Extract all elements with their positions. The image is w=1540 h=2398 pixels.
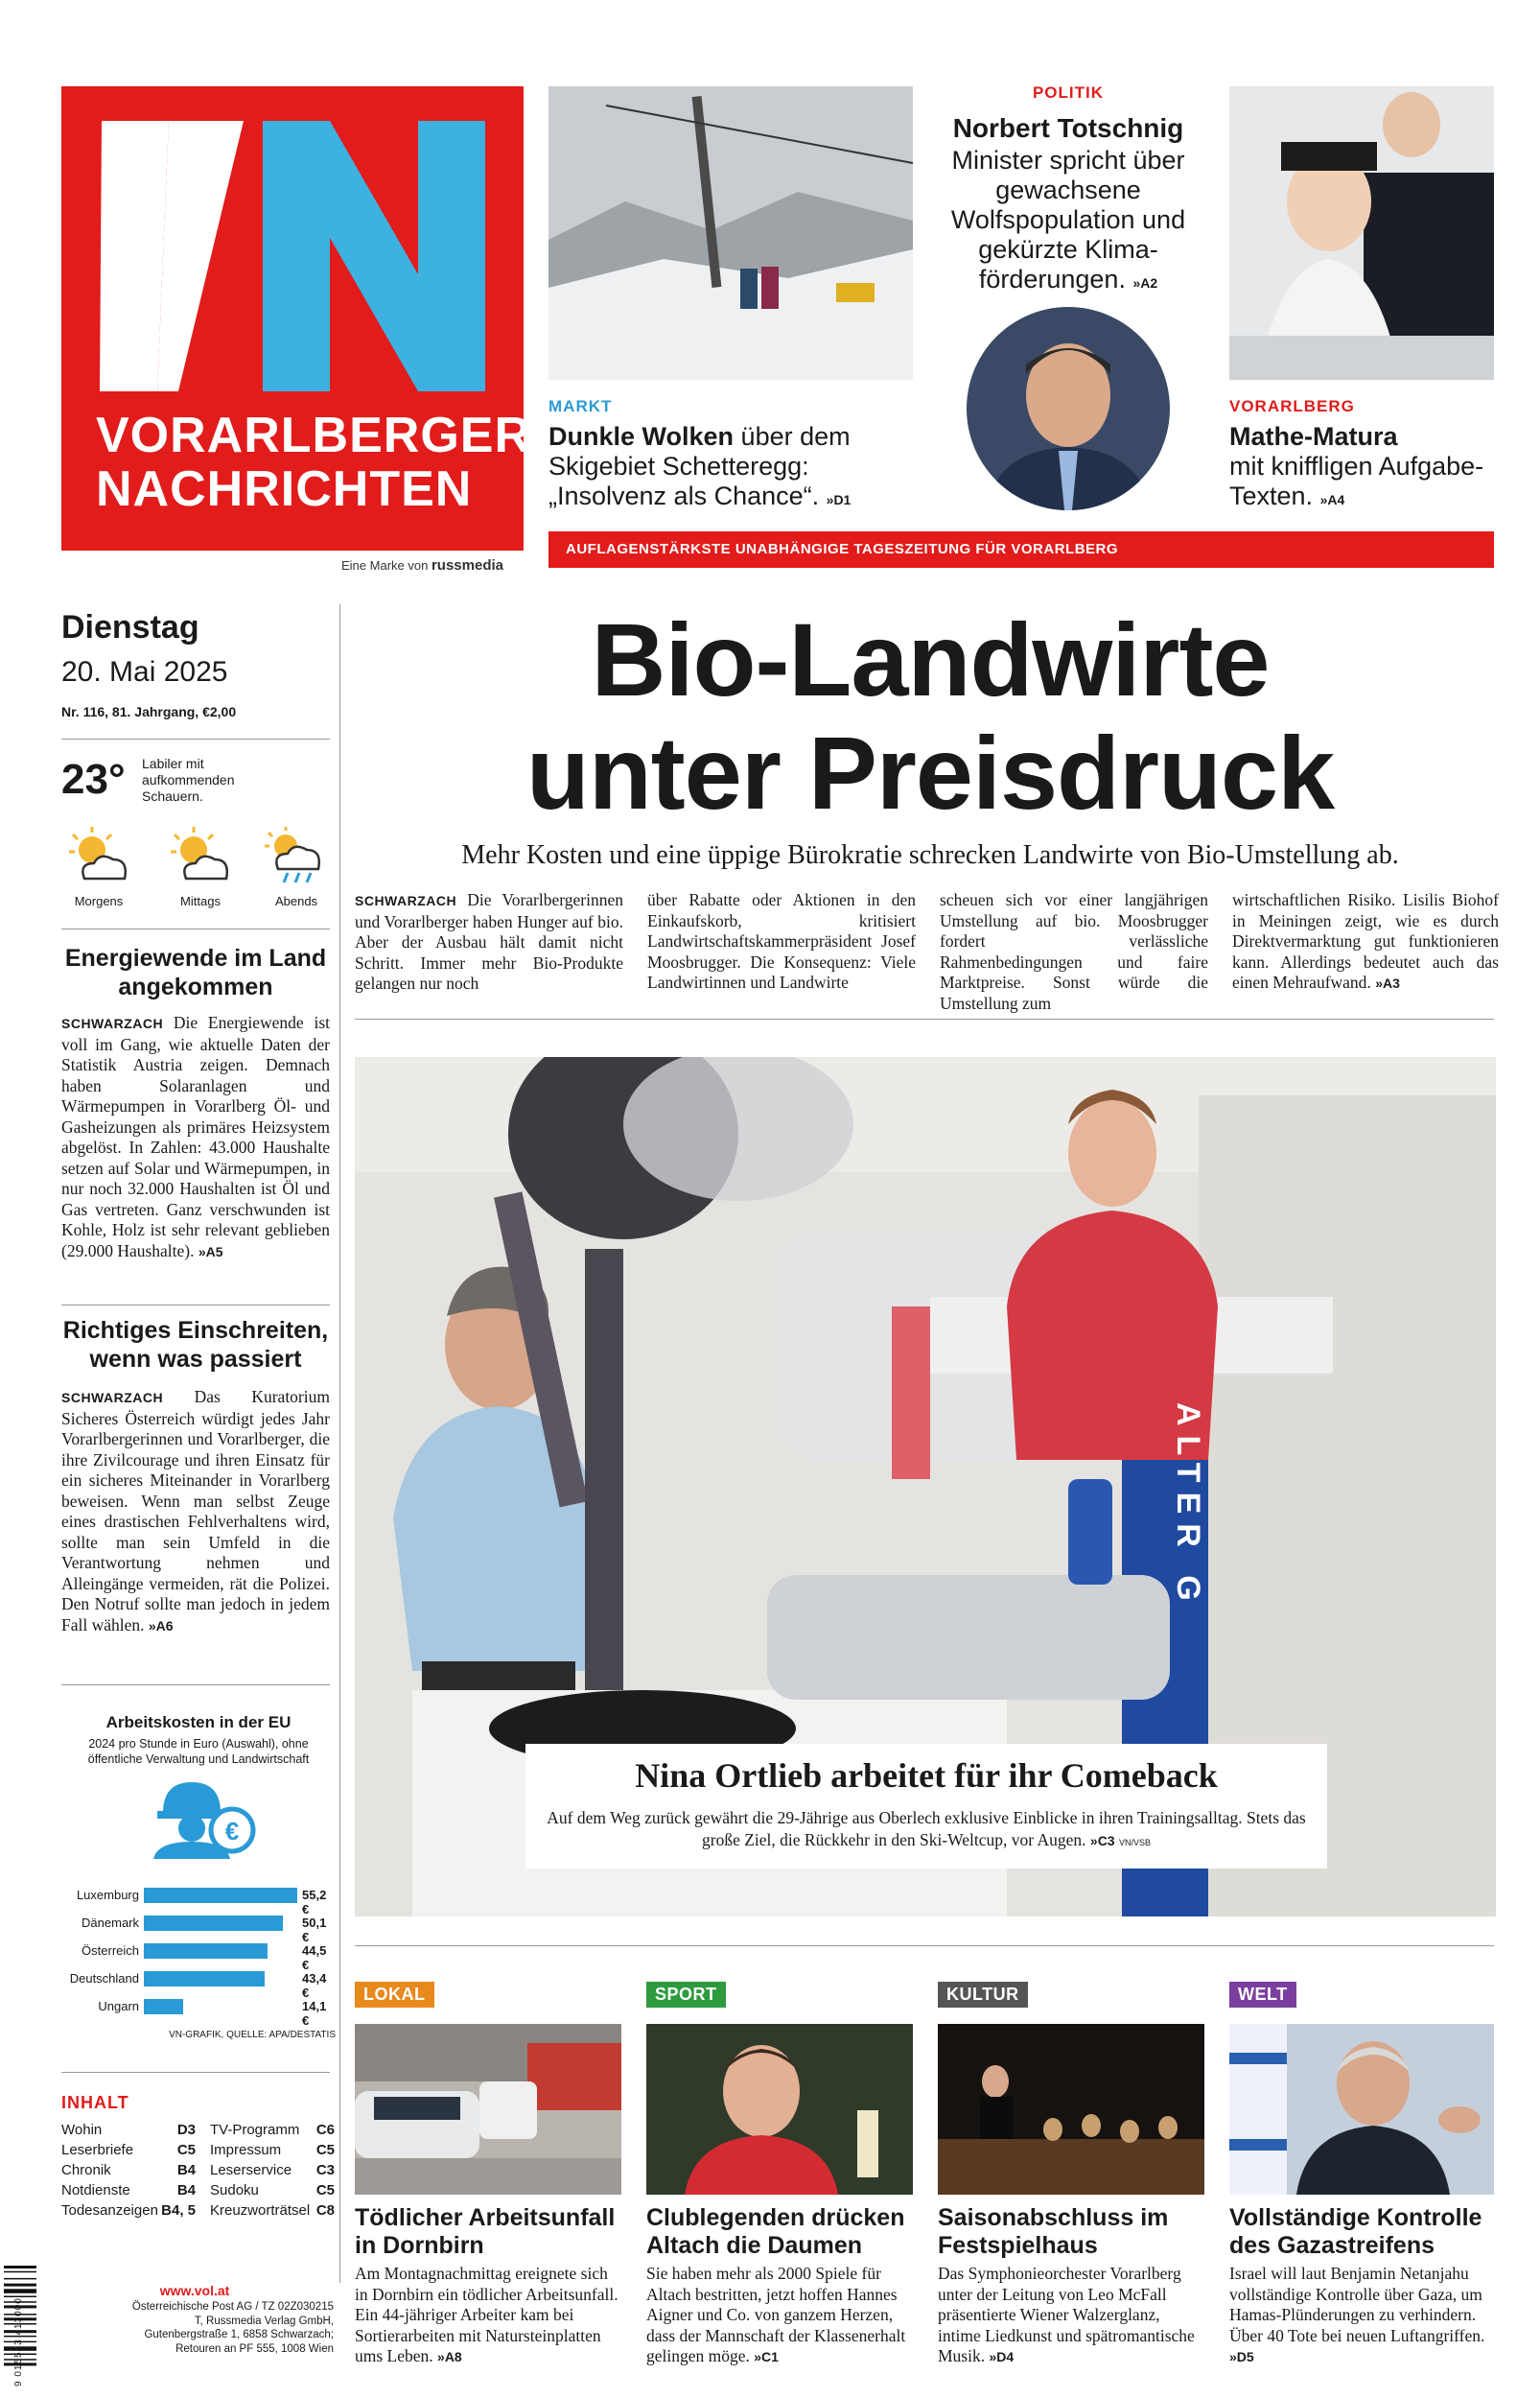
chart-bar-row	[58, 1967, 336, 2000]
chart-value-label: 55,2 €	[302, 1888, 327, 1916]
chart-category-label: Deutschland	[69, 1971, 139, 1986]
chart-bars	[58, 1884, 339, 2028]
sun-cloud-icon	[65, 825, 132, 886]
story1-ref[interactable]: »A5	[198, 1243, 223, 1259]
sport-tag[interactable]: SPORT	[646, 1982, 726, 2008]
vorarlberg-teaser[interactable]	[1229, 422, 1494, 515]
index-entry-page: C8	[315, 2202, 335, 2219]
brand-name: russmedia	[431, 557, 503, 574]
divider	[355, 1019, 1494, 1020]
index-entry-name: TV-Programm	[210, 2122, 300, 2138]
masthead-name-line2: NACHRICHTEN	[96, 461, 473, 517]
story2-text: Das Kuratorium Sicheres Österreich würdigt jedes Jahr Vorarlbergerinnen und Vorarlberger, die ihre Zivilcourage und ihren Einsatz für ein sicheres Miteinander in Vorarlberg beweisen. Wenn man selbst Zeuge eines drastischen Fehlverhaltens wird, sollte man sein Umfeld in die Verantwortung nehmen und Alleingänge vermeiden, rät die Polizei. Den Notruf sollte man jedoch in jedem Fall wählen.	[61, 1387, 330, 1634]
story2-title[interactable]: Richtiges Einschreiten, wenn was passiert	[62, 1317, 329, 1373]
chart-value-label: 50,1 €	[302, 1916, 327, 1944]
imprint-text: Österreichische Post AG / TZ 02Z030215 T, Russmedia Verlag GmbH, Gutenbergstraße 1, 6858 Schwarzach; Retouren an PF 555, 1008 Wien	[131, 2301, 334, 2355]
index-list	[61, 2122, 339, 2237]
chart-category-label: Dänemark	[82, 1916, 139, 1930]
vorarlberg-title-bold: Mathe-Matura	[1229, 422, 1398, 451]
vorarlberg-ref[interactable]: »A4	[1319, 492, 1345, 507]
sun-cloud-rain-icon	[263, 825, 330, 886]
markt-kicker: MARKT	[548, 397, 613, 415]
photo-caption-ref[interactable]: »C3	[1089, 1833, 1115, 1848]
chart-bar	[144, 1999, 183, 2014]
politik-title-bold: Norbert Totschnig	[952, 113, 1184, 143]
index-entry[interactable]	[61, 2122, 196, 2141]
index-entry-name: Kreuzworträtsel	[210, 2202, 311, 2219]
club-legend-photo	[646, 2024, 913, 2195]
lead-col-3: scheuen sich vor einer langjährigen Umstellung auf bio. Moosbrugger fordert verlässliche Rahmenbedingungen und faire Marktpreise. Sonst würde die Umstellung zum	[940, 890, 1208, 1013]
story2-loc: SCHWARZACH	[61, 1390, 164, 1405]
lead-col-1	[355, 890, 623, 995]
lokal-ref[interactable]: »A8	[437, 2349, 462, 2364]
chart-bar	[144, 1971, 265, 1987]
markt-title-rest: über dem Skigebiet Schetteregg: „Insolvenz als Chance“.	[548, 422, 851, 510]
story1-body	[61, 1013, 330, 1262]
chart-value-label: 44,5 €	[302, 1943, 327, 1972]
markt-teaser[interactable]	[548, 422, 913, 515]
index-entry[interactable]	[61, 2202, 196, 2222]
minister-portrait	[967, 307, 1170, 510]
politik-ref[interactable]: »A2	[1132, 275, 1158, 291]
lead-col-4	[1232, 890, 1499, 995]
chart-bar-row	[58, 1940, 336, 1972]
dateline-weekday: Dienstag	[61, 609, 199, 646]
chart-value-label: 43,4 €	[302, 1971, 327, 2000]
politik-title-rest: Minister spricht über gewachsene Wolfspopulation und gekürzte Klima-förderungen.	[950, 146, 1186, 294]
weather-icons	[61, 825, 339, 921]
kultur-text: Das Symphonieorchester Vorarlberg unter der Leitung von Leo McFall präsentierte Wiener Walzerglanz, intime Liedkunst und spätromantische Musik.	[938, 2264, 1195, 2365]
index-entry[interactable]	[210, 2202, 335, 2222]
chart-bar-row	[58, 1884, 336, 1916]
welt-body	[1229, 2264, 1494, 2368]
dateline-issue: Nr. 116, 81. Jahrgang, €2,00	[61, 704, 237, 719]
svg-text:€: €	[224, 1817, 240, 1846]
matura-classroom-photo	[1229, 86, 1494, 380]
dateline-date: 20. Mai 2025	[61, 656, 228, 688]
index-entry-page: B4, 5	[161, 2202, 196, 2219]
chart-bar-row	[58, 1912, 336, 1944]
vorarlberg-kicker: VORARLBERG	[1229, 397, 1355, 415]
chart-bar	[144, 1888, 297, 1903]
index-entry-page: D3	[176, 2122, 196, 2138]
photo-caption-text	[545, 1807, 1308, 1854]
story1-title[interactable]: Energiewende im Land angekommen	[64, 945, 327, 1000]
divider	[61, 739, 330, 740]
index-entry[interactable]	[210, 2122, 335, 2141]
chart-title: Arbeitskosten in der EU	[105, 1713, 292, 1731]
weather-slot-label: Mittags	[180, 894, 221, 908]
kultur-body	[938, 2264, 1204, 2368]
masthead-name-line1: VORARLBERGER	[96, 408, 532, 463]
netanyahu-photo	[1229, 2024, 1494, 2195]
lokal-text: Am Montagnachmittag ereignete sich in Dornbirn ein tödlicher Arbeitsunfall. Ein 44-jähriger Arbeiter kam bei Sortierarbeiten mit Natursteinplatten ums Leben.	[355, 2264, 618, 2365]
chart-category-label: Luxemburg	[76, 1888, 139, 1902]
chart-bar	[144, 1943, 268, 1959]
index-entry-page: C5	[176, 2142, 196, 2158]
index-entry-page: B4	[176, 2162, 196, 2178]
divider	[61, 2072, 330, 2073]
sport-title[interactable]: Clublegenden drücken Altach die Daumen	[646, 2204, 905, 2259]
index-entry[interactable]	[61, 2162, 196, 2181]
machine-brand: ALTER G	[1170, 1402, 1206, 1610]
chart-category-label: Ungarn	[98, 1999, 139, 2013]
index-entry-page: C3	[315, 2162, 335, 2178]
index-entry[interactable]	[210, 2182, 335, 2201]
lead-headline-1[interactable]: Bio-Landwirte	[591, 601, 1270, 717]
lead-ref[interactable]: »A3	[1375, 976, 1400, 991]
index-entry[interactable]	[61, 2182, 196, 2201]
story2-ref[interactable]: »A6	[148, 1617, 174, 1634]
sport-body	[646, 2264, 913, 2368]
chart-source: VN-GRAFIK, QUELLE: APA/DESTATIS	[169, 2030, 336, 2040]
politik-kicker: POLITIK	[1032, 83, 1105, 102]
lokal-body	[355, 2264, 621, 2368]
labor-cost-chart	[58, 1713, 339, 2049]
chart-category-label: Österreich	[82, 1943, 139, 1958]
index-entry-page: B4	[176, 2182, 196, 2198]
sun-cloud-icon	[167, 825, 234, 886]
welt-title[interactable]: Vollständige Kontrolle des Gazastreifens	[1229, 2204, 1482, 2259]
index-entry-name: Wohin	[61, 2122, 103, 2138]
lead-col-1-text: Die Vorarlbergerinnen und Vorarlberger haben Hunger auf bio. Aber der Ausbau hält damit nicht Schritt. Immer mehr Bio-Produkte gelangen nur noch	[355, 890, 623, 993]
vorarlberg-title-rest: mit kniffligen Aufgabe-Texten.	[1229, 452, 1484, 510]
sport-ref[interactable]: »C1	[754, 2349, 779, 2364]
markt-ref[interactable]: »D1	[826, 492, 852, 507]
welt-ref[interactable]: »D5	[1229, 2349, 1254, 2364]
index-entry-name: Leserbriefe	[61, 2142, 134, 2158]
index-entry-name: Notdienste	[61, 2182, 130, 2198]
story2-body	[61, 1387, 330, 1636]
index-entry-page: C6	[315, 2122, 335, 2138]
barcode	[4, 2266, 46, 2386]
chart-subtitle: 2024 pro Stunde in Euro (Auswahl), ohne öffentliche Verwaltung und Landwirtschaft	[87, 1737, 310, 1766]
chart-bar-row	[58, 1995, 336, 2028]
kultur-title[interactable]: Saisonabschluss im Festspielhaus	[938, 2204, 1169, 2259]
lead-subhead: Mehr Kosten und eine üppige Bürokratie schrecken Landwirte von Bio-Umstellung ab.	[461, 840, 1399, 870]
imprint-url[interactable]: www.vol.at	[159, 2283, 230, 2298]
index-entry-name: Chronik	[61, 2162, 111, 2178]
divider	[61, 1684, 330, 1685]
chart-value-label: 14,1 €	[302, 1999, 327, 2028]
index-title: INHALT	[61, 2093, 129, 2112]
photo-caption-body: Auf dem Weg zurück gewährt die 29-Jährige aus Oberlech exklusive Einblicke in ihren Trainingsalltag. Stets das große Ziel, die Rückkehr in den Ski-Weltcup, vor Augen.	[547, 1808, 1306, 1849]
orchestra-photo	[938, 2024, 1204, 2195]
weather-desc: Labiler mit aufkommenden Schauern.	[142, 756, 235, 804]
police-scene-photo	[355, 2024, 621, 2195]
lokal-title[interactable]: Tödlicher Arbeitsunfall in Dornbirn	[355, 2204, 616, 2259]
lead-col-4-text: wirtschaftlichen Risiko. Lisilis Biohof in Meiningen zeigt, wie es durch Direktvermarktung gut funktionieren kann. Allerdings bedeutet auch das einen Mehraufwand.	[1232, 890, 1499, 992]
lokal-tag[interactable]: LOKAL	[355, 1982, 434, 2008]
sidebar-divider	[339, 604, 340, 2283]
kultur-tag[interactable]: KULTUR	[938, 1982, 1028, 2008]
welt-text: Israel will laut Benjamin Netanjahu vollständige Kontrolle über Gaza, um Hamas-Plünderungen zu verhindern. Über 40 Tote bei neuen Luftangriffen.	[1229, 2264, 1485, 2345]
weather-slot-label: Abends	[274, 894, 318, 908]
index-entry-name: Sudoku	[210, 2182, 259, 2198]
kultur-ref[interactable]: »D4	[989, 2349, 1015, 2364]
index-entry[interactable]	[210, 2162, 335, 2181]
index-entry-name: Impressum	[210, 2142, 282, 2158]
photo-caption-box[interactable]	[525, 1744, 1327, 1869]
lead-headline-2[interactable]: unter Preisdruck	[525, 715, 1335, 831]
welt-tag[interactable]: WELT	[1229, 1982, 1296, 2008]
lead-loc: SCHWARZACH	[355, 893, 457, 908]
index-entry-name: Leserservice	[210, 2162, 292, 2178]
weather-slot-label: Morgens	[74, 894, 124, 908]
barcode-number: 9 015543 413000	[13, 2297, 24, 2386]
worker-euro-icon	[144, 1773, 259, 1859]
ski-lift-photo	[548, 86, 913, 380]
index-entry[interactable]	[210, 2142, 335, 2161]
sport-text: Sie haben mehr als 2000 Spiele für Altach bestritten, jetzt hoffen Hannes Aigner und Co. von ganzem Herzen, dass der Mannschaft der Klassenerhalt gelingen möge.	[646, 2264, 906, 2365]
chart-bar	[144, 1916, 283, 1931]
story1-text: Die Energiewende ist voll im Gang, wie aktuelle Daten der Statistik Austria zeigen. Demnach haben Solaranlagen und Wärmepumpen in Vorarlberg Öl- und Gasheizungen als primäres Heizsystem abgelöst. In Zahlen: 43.000 Haushalte setzen auf Solar und Wärmepumpen, in nur noch 32.000 Haushalten ist Öl und Gas vertreten. Ganz verschwunden ist Kohle, Holz ist sehr relevant geblieben (29.000 Haushalte).	[61, 1013, 330, 1260]
weather-temp: 23°	[61, 756, 126, 803]
index-entry-page: C5	[315, 2182, 335, 2198]
photo-credit: VN/VSB	[1118, 1838, 1151, 1847]
index-entry[interactable]	[61, 2142, 196, 2161]
divider	[355, 1945, 1494, 1946]
photo-caption-title: Nina Ortlieb arbeitet für ihr Comeback	[635, 1756, 1218, 1795]
markt-title-bold: Dunkle Wolken	[548, 422, 735, 451]
story1-loc: SCHWARZACH	[61, 1016, 164, 1031]
brand-note-text: Eine Marke von	[341, 558, 429, 573]
index-entry-name: Todesanzeigen	[61, 2202, 158, 2219]
brand-note	[341, 557, 503, 574]
politik-teaser[interactable]	[934, 146, 1202, 298]
tagline-bar: AUFLAGENSTÄRKSTE UNABHÄNGIGE TAGESZEITUNG FÜR VORARLBERG	[548, 531, 1494, 568]
masthead-logo	[61, 86, 532, 551]
lead-col-2: über Rabatte oder Aktionen in den Einkaufskorb, kritisiert Landwirtschaftskammerpräsident Josef Moosbrugger. Die Konsequenz: Viele Landwirtinnen und Landwirte	[647, 890, 916, 992]
index-entry-page: C5	[315, 2142, 335, 2158]
